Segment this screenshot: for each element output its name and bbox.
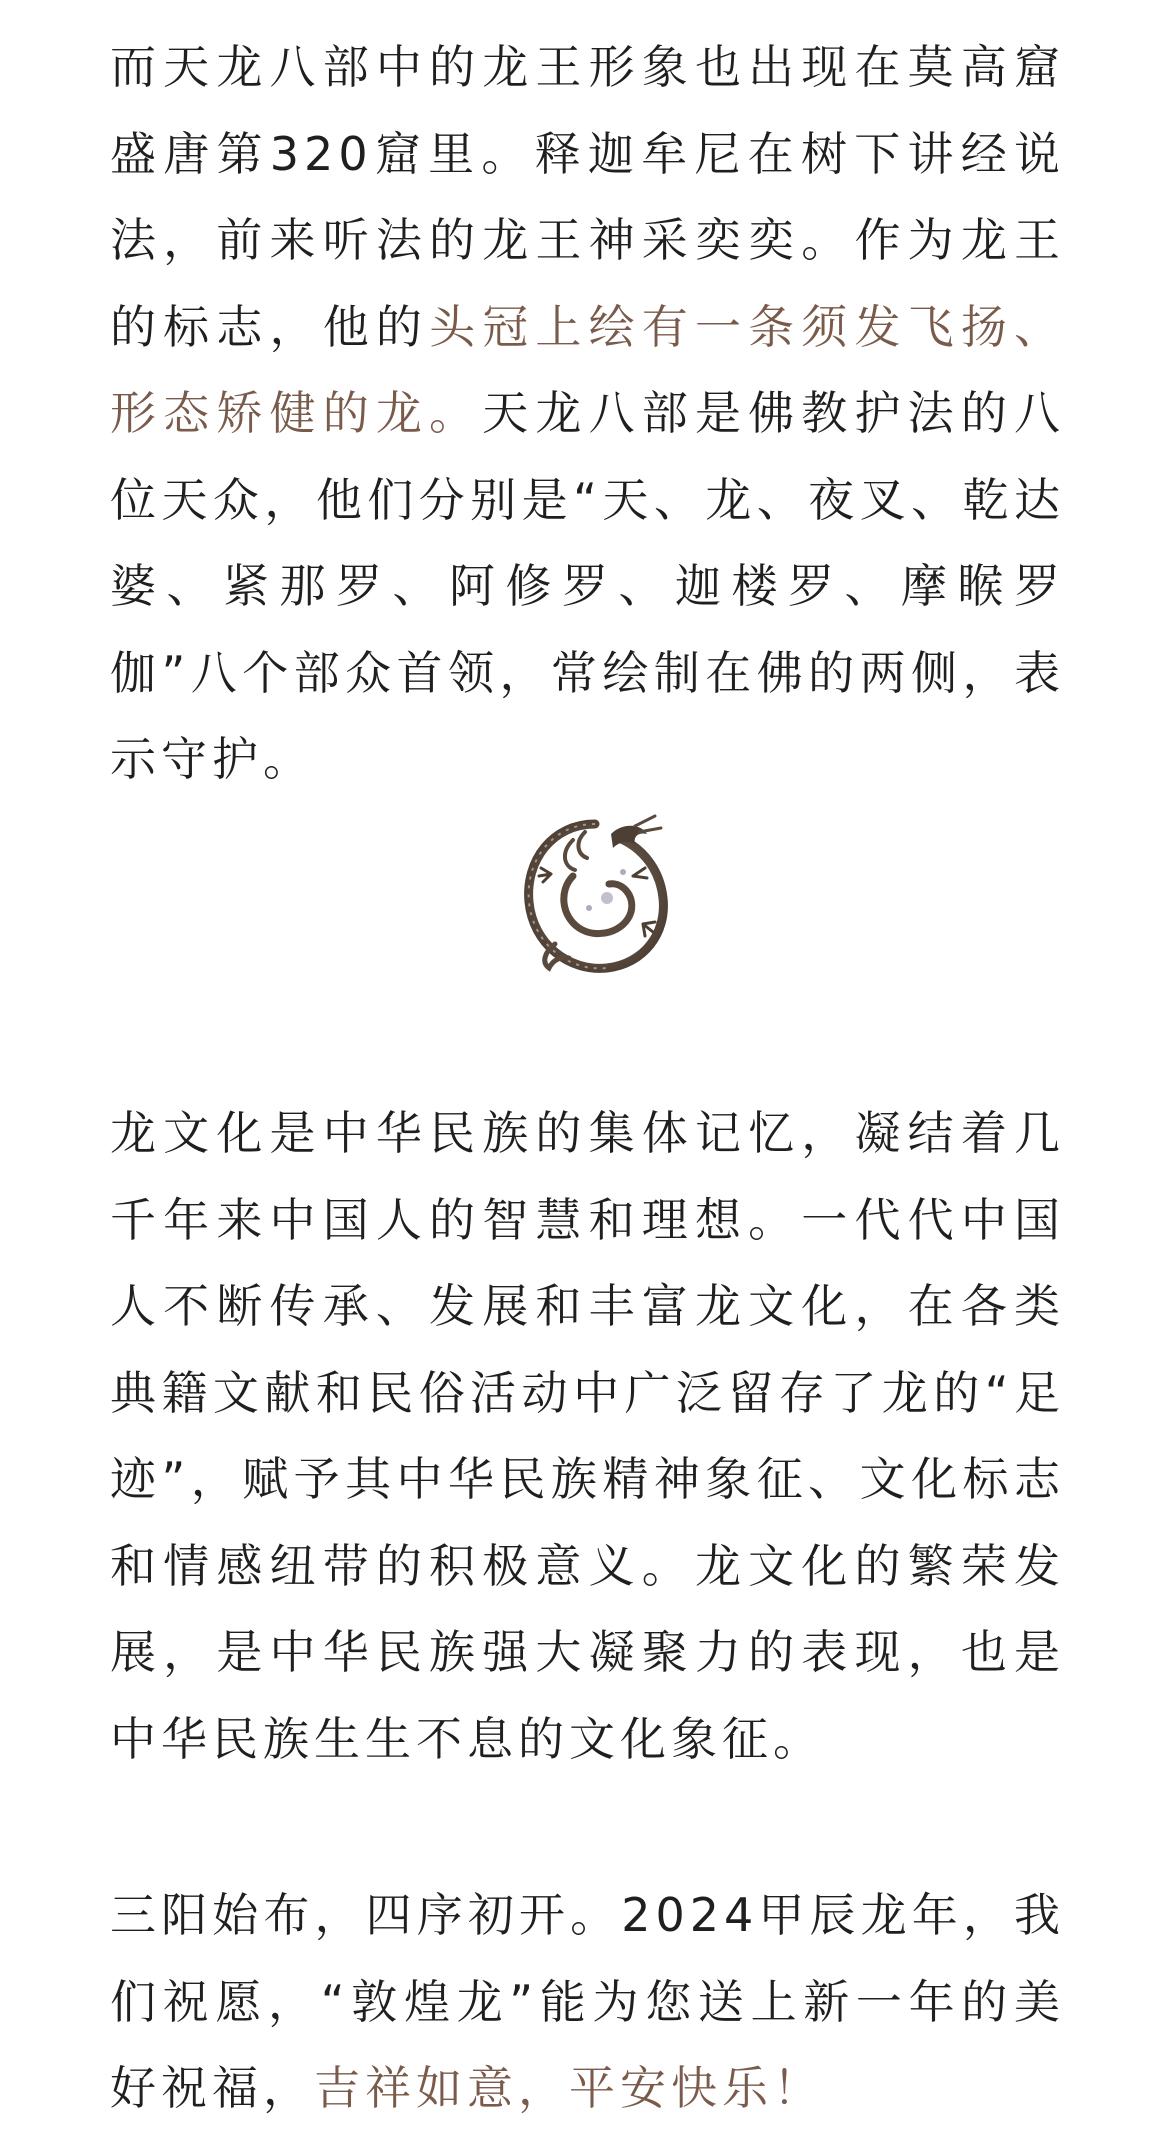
paragraph-text: 龙文化是中华民族的集体记忆，凝结着几千年来中国人的智慧和理想。一代代中国人不断传承、发展和丰富龙文化，在各类典籍文献和民俗活动中广泛留存了龙的“足迹”，赋予其中华民族精神象征、文化标志和情感纽带的积极意义。龙文化的繁荣发展，是中华民族强大凝聚力的表现，也是中华民族生生不息的文化象征。 <box>110 1106 1065 1766</box>
dragon-emblem-icon <box>515 812 675 982</box>
paragraph-text: 而天龙八部中的龙王形象也出现在莫高窟盛唐第320窟里。释迦牟尼在树下讲经说法，前来听法的龙王神采奕奕。作为龙王的标志，他的 <box>110 40 1065 354</box>
paragraph-new-year-wishes <box>110 1872 1065 2132</box>
highlighted-text: 吉祥如意，平安快乐！ <box>314 2061 824 2115</box>
paragraph-text: 天龙八部是佛教护法的八位天众，他们分别是“天、龙、夜叉、乾达婆、紧那罗、阿修罗、迦楼罗、摩睺罗伽”八个部众首领，常绘制在佛的两侧，表示守护。 <box>110 386 1066 786</box>
paragraph-dragon-king <box>110 24 1065 803</box>
paragraph-text: 三阳始布，四序初开。2024甲辰龙年，我们祝愿，“敦煌龙”能为您送上新一年的美好祝福， <box>110 1888 1065 2115</box>
paragraph-dragon-culture <box>110 1090 1065 1782</box>
highlighted-text: 头冠上绘有一条须发飞扬、形态矫健的龙。 <box>110 299 1066 440</box>
